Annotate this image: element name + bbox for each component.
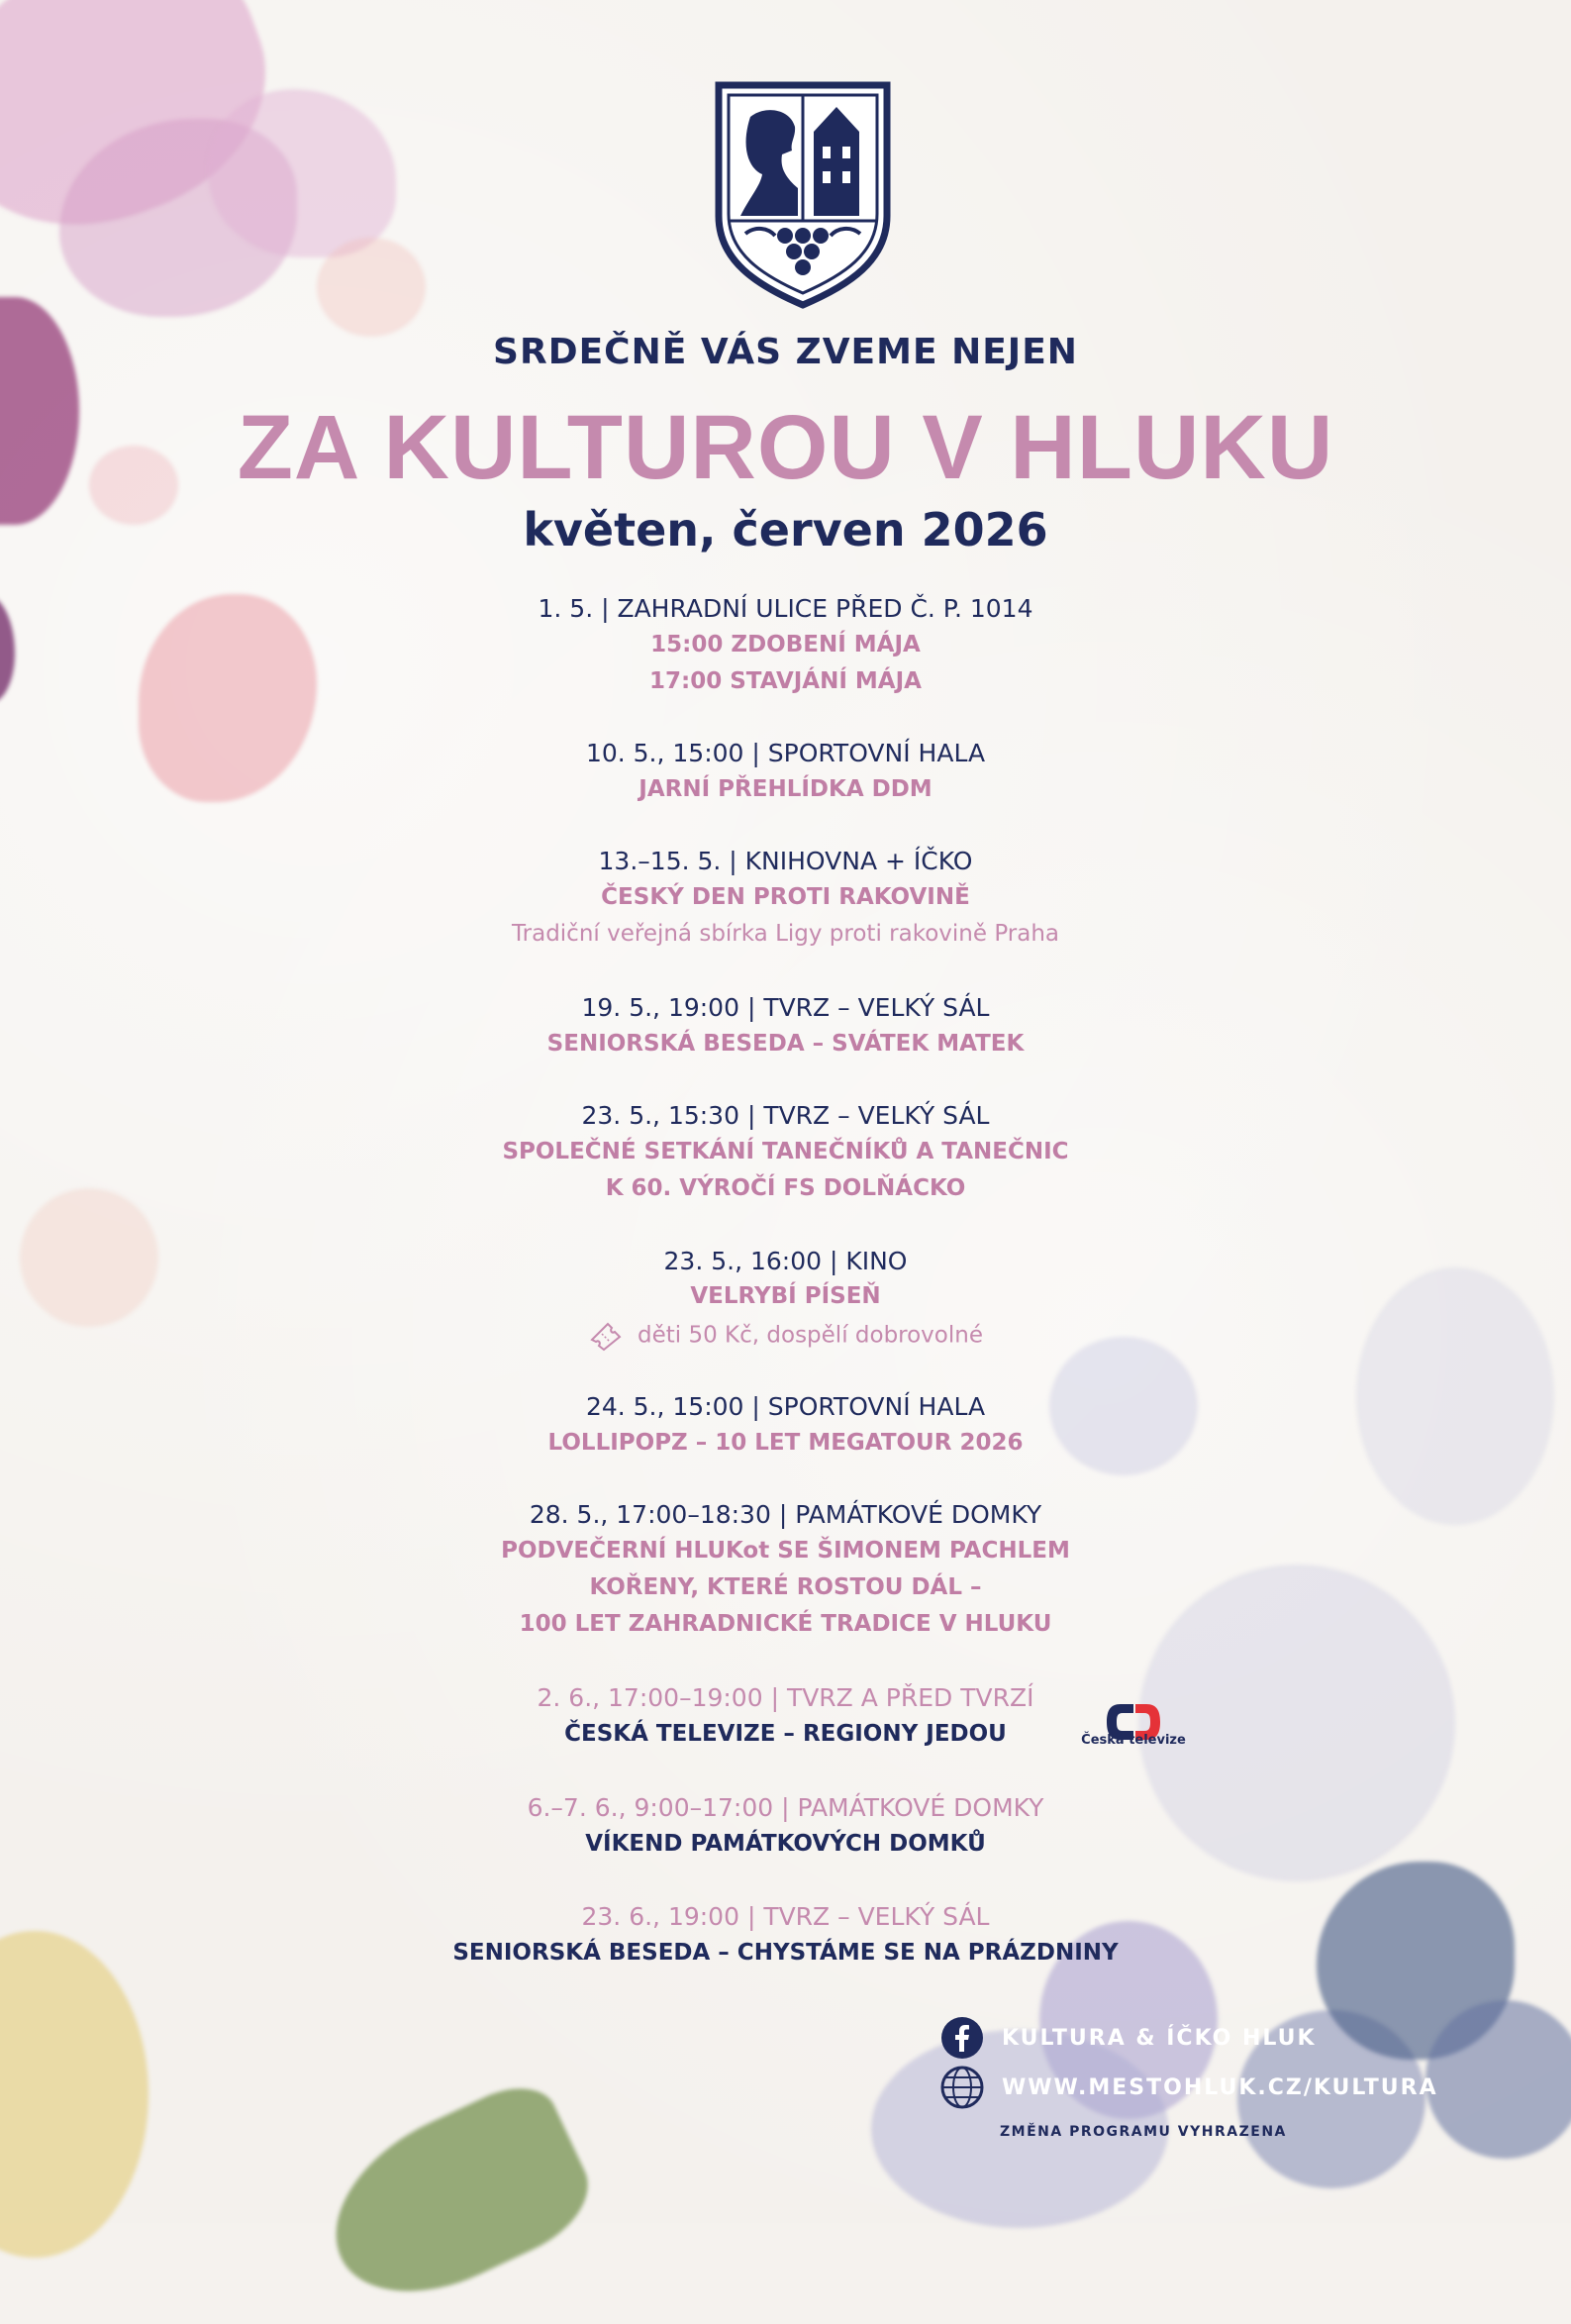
- event-meta: 19. 5., 19:00 | TVRZ – VELKÝ SÁL: [581, 993, 990, 1022]
- event-meta: 2. 6., 17:00–19:00 | TVRZ A PŘED TVRZÍ: [537, 1683, 1034, 1712]
- event-meta: 10. 5., 15:00 | SPORTOVNÍ HALA: [585, 739, 986, 767]
- event-title: KOŘENY, KTERÉ ROSTOU DÁL –: [589, 1574, 982, 1600]
- event-title: 100 LET ZAHRADNICKÉ TRADICE V HLUKU: [519, 1611, 1052, 1637]
- event-meta: 23. 5., 16:00 | KINO: [663, 1247, 908, 1275]
- website-link[interactable]: [940, 2066, 1438, 2109]
- period-subtitle: květen, červen 2026: [523, 503, 1048, 556]
- event-title: ČESKÁ TELEVIZE – REGIONY JEDOU: [564, 1721, 1007, 1747]
- event-meta: 24. 5., 15:00 | SPORTOVNÍ HALA: [585, 1392, 986, 1421]
- event-title: 17:00 STAVJÁNÍ MÁJA: [649, 668, 922, 694]
- event-note-row: [0, 1320, 1571, 1352]
- event-title: K 60. VÝROČÍ FS DOLŇÁCKO: [605, 1175, 966, 1201]
- event-title: VÍKEND PAMÁTKOVÝCH DOMKŮ: [585, 1831, 986, 1857]
- facebook-link[interactable]: [940, 2016, 1317, 2060]
- event-title: JARNÍ PŘEHLÍDKA DDM: [638, 776, 933, 802]
- facebook-icon: [940, 2016, 984, 2060]
- event-note: Tradiční veřejná sbírka Ligy proti rakovině Praha: [511, 921, 1060, 947]
- invitation-text: SRDEČNĚ VÁS ZVEME NEJEN: [493, 332, 1078, 372]
- event-title: ČESKÝ DEN PROTI RAKOVINĚ: [601, 884, 970, 910]
- event-note: děti 50 Kč, dospělí dobrovolné: [638, 1322, 983, 1349]
- page-title: ZA KULTUROU V HLUKU: [237, 397, 1334, 498]
- event-title: SPOLEČNÉ SETKÁNÍ TANEČNÍKŮ A TANEČNIC: [502, 1139, 1069, 1164]
- ticket-icon: [588, 1320, 624, 1352]
- event-title: LOLLIPOPZ – 10 LET MEGATOUR 2026: [547, 1430, 1024, 1456]
- event-meta: 28. 5., 17:00–18:30 | PAMÁTKOVÉ DOMKY: [529, 1500, 1042, 1529]
- globe-icon: [940, 2066, 984, 2109]
- event-meta: 23. 6., 19:00 | TVRZ – VELKÝ SÁL: [581, 1902, 990, 1931]
- event-title: 15:00 ZDOBENÍ MÁJA: [650, 632, 921, 657]
- event-title: PODVEČERNÍ HLUKot SE ŠIMONEM PACHLEM: [501, 1538, 1070, 1564]
- ceska-televize-label: Česká televize: [1081, 1733, 1186, 1748]
- event-title: SENIORSKÁ BESEDA – SVÁTEK MATEK: [546, 1031, 1025, 1057]
- event-meta: 1. 5. | ZAHRADNÍ ULICE PŘED Č. P. 1014: [538, 594, 1033, 623]
- event-meta: 6.–7. 6., 9:00–17:00 | PAMÁTKOVÉ DOMKY: [527, 1793, 1044, 1822]
- event-meta: 23. 5., 15:30 | TVRZ – VELKÝ SÁL: [581, 1101, 990, 1130]
- town-crest-icon: [711, 77, 895, 311]
- event-meta: 13.–15. 5. | KNIHOVNA + ÍČKO: [598, 847, 973, 875]
- event-title: SENIORSKÁ BESEDA – CHYSTÁME SE NA PRÁZDNINY: [452, 1940, 1119, 1966]
- program-disclaimer: ZMĚNA PROGRAMU VYHRAZENA: [1000, 2124, 1287, 2140]
- event-title: VELRYBÍ PÍSEŇ: [690, 1283, 881, 1309]
- facebook-label: KULTURA & ÍČKO HLUK: [1002, 2025, 1317, 2051]
- website-label: WWW.MESTOHLUK.CZ/KULTURA: [1002, 2074, 1438, 2100]
